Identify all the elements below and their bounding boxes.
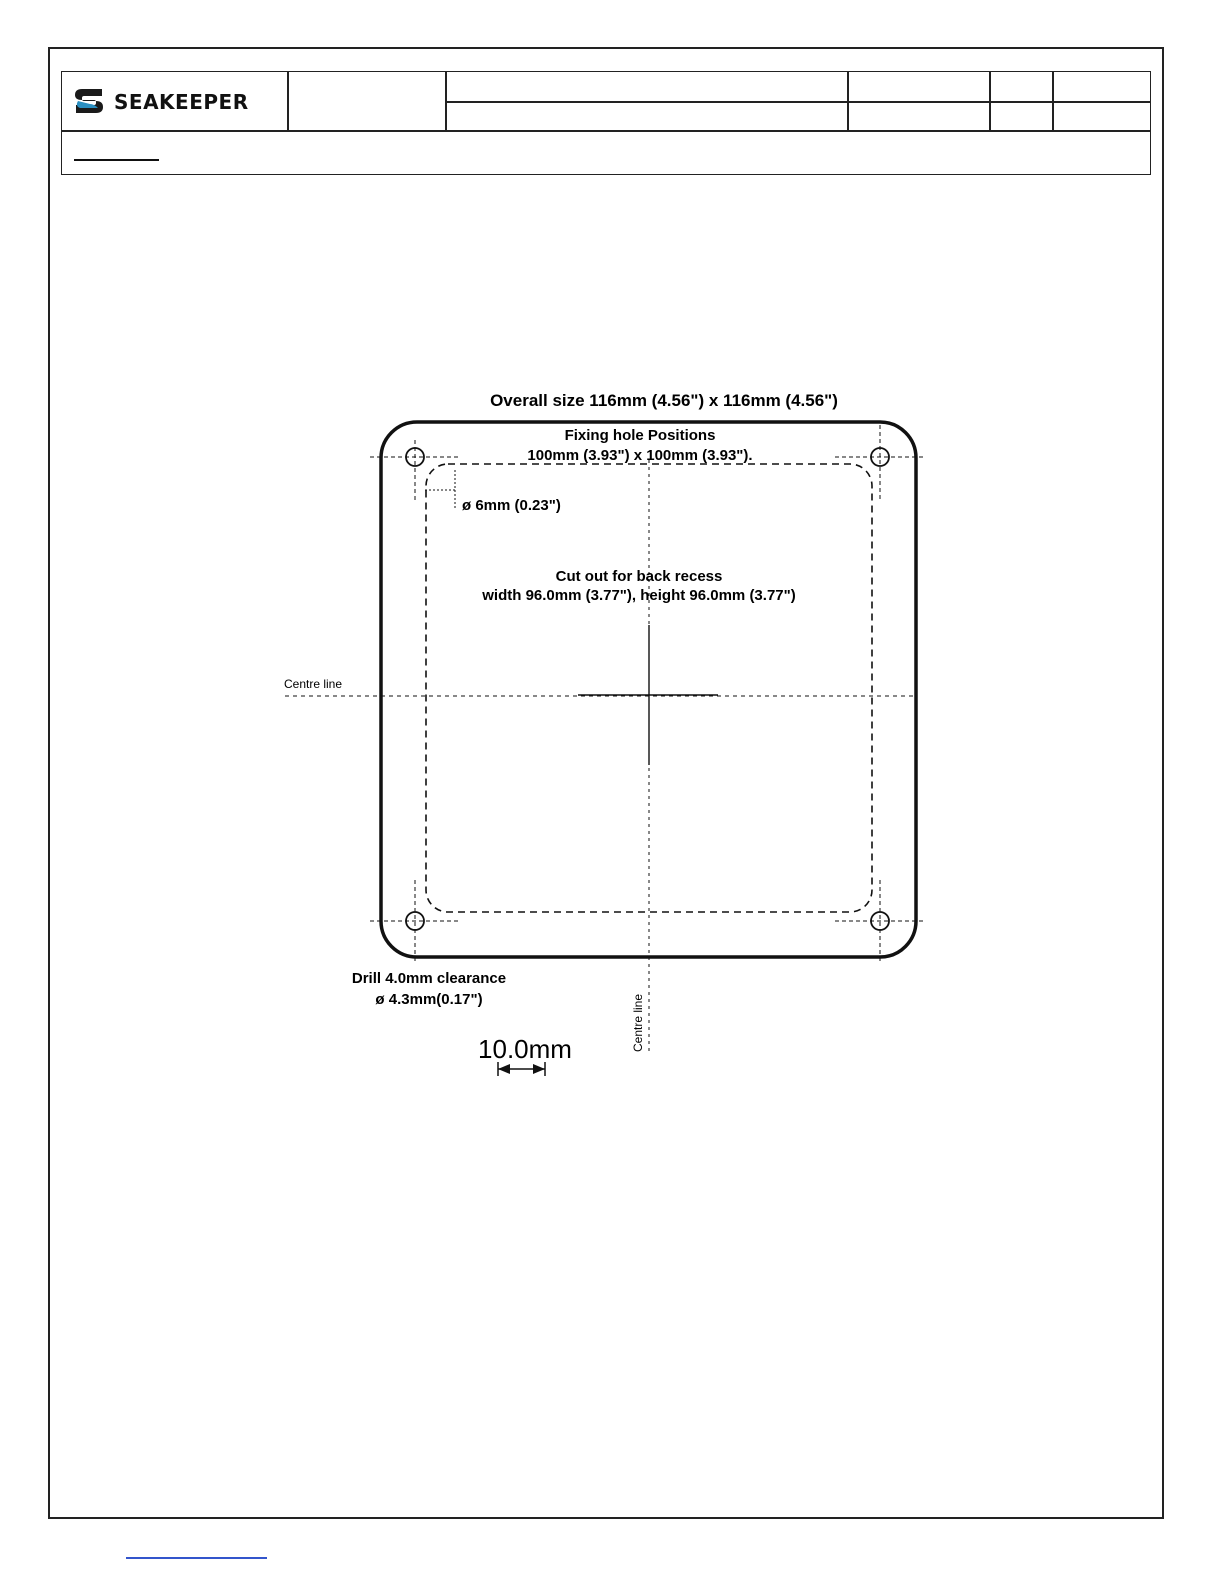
fixing-hole-label-line2: 100mm (3.93") x 100mm (3.93"). bbox=[527, 447, 753, 464]
brand-name: SEAKEEPER bbox=[114, 90, 249, 114]
scale-bar bbox=[498, 1062, 545, 1076]
cutout-label-line2: width 96.0mm (3.77"), height 96.0mm (3.77") bbox=[482, 587, 796, 604]
fixing-hole-label-line1: Fixing hole Positions bbox=[564, 427, 716, 444]
fixing-hole-bottom-left bbox=[370, 880, 460, 962]
vertical-centre-line-label: Centre line bbox=[631, 993, 645, 1052]
drill-clearance-label-line1: Drill 4.0mm clearance bbox=[351, 970, 507, 987]
scale-bar-label: 10.0mm bbox=[478, 1034, 572, 1064]
hole-diameter-label: ø 6mm (0.23") bbox=[462, 497, 561, 514]
fixing-hole-bottom-right bbox=[835, 880, 925, 962]
cutout-label-line1: Cut out for back recess bbox=[555, 568, 723, 585]
overall-size-title: Overall size 116mm (4.56") x 116mm (4.56") bbox=[490, 391, 838, 410]
footer-link-underline[interactable] bbox=[126, 1557, 267, 1559]
fixing-hole-top-right bbox=[835, 425, 925, 500]
drill-clearance-label-line2: ø 4.3mm(0.17") bbox=[375, 991, 483, 1008]
horizontal-centre-line-label: Centre line bbox=[284, 677, 343, 691]
